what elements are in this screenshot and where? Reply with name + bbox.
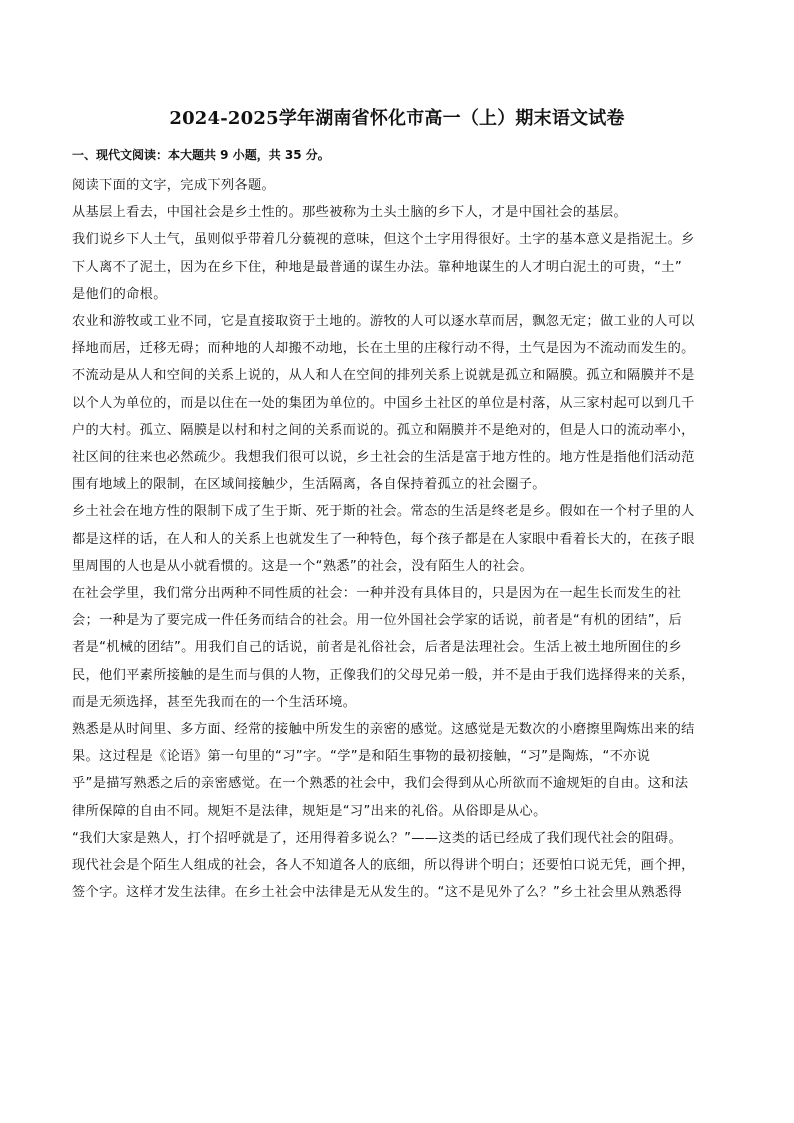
passage-line: 都是这样的话，在人和人的关系上也就发生了一种特色，每个孩子都是在人家眼中看着长大的，在孩子眼 <box>72 531 695 547</box>
passage-line: 阅读下面的文字，完成下列各题。 <box>72 178 276 193</box>
passage-line: 是他们的命根。 <box>72 286 167 302</box>
passage-line: 会；一种是为了要完成一件任务而结合的社会。用一位外国社会学家的话说，前者是“有机的团结”，后 <box>72 613 683 629</box>
passage-line: 从基层上看去，中国社会是乡土性的。那些被称为土头土脑的乡下人，才是中国社会的基层。 <box>72 205 628 221</box>
passage-line: 乡土社会在地方性的限制下成了生于斯、死于斯的社会。常态的生活是终老是乡。假如在一个村子里的人 <box>72 504 695 520</box>
passage-paragraph <box>72 362 727 498</box>
passage-line: 签个字。这样才发生法律。在乡土社会中法律是无从发生的。“这不是见外了么？”乡土社会里从熟悉得 <box>72 885 683 901</box>
passage-line: 围有地域上的限制，在区域间接触少，生活隔离，各自保持着孤立的社会圈子。 <box>72 477 546 493</box>
passage-paragraph <box>72 580 727 716</box>
passage-line: 里周围的人也是从小就看惯的。这是一个“熟悉”的社会，没有陌生人的社会。 <box>72 558 534 574</box>
passage-line: 现代社会是个陌生人组成的社会，各人不知道各人的底细，所以得讲个明白；还要怕口说无凭，画个押， <box>72 858 695 874</box>
passage-line: 择地而居，迁移无碍；而种地的人却搬不动地，长在土里的庄稼行动不得，土气是因为不流动而发生的。 <box>72 341 695 357</box>
reading-passage <box>72 172 727 906</box>
section-heading: 一、现代文阅读：本大题共 9 小题，共 35 分。 <box>72 148 330 162</box>
passage-paragraph <box>72 199 727 226</box>
passage-line: 熟悉是从时间里、多方面、经常的接触中所发生的亲密的感觉。这感觉是无数次的小磨擦里陶炼出来的结 <box>72 722 695 738</box>
passage-line: 在社会学里，我们常分出两种不同性质的社会：一种并没有具体目的，只是因为在一起生长而发生的社 <box>72 586 682 602</box>
passage-line: 乎”是描写熟悉之后的亲密感觉。在一个熟悉的社会中，我们会得到从心所欲而不逾规矩的自由。这和法 <box>72 776 689 792</box>
passage-paragraph <box>72 308 727 362</box>
passage-line: 我们说乡下人土气，虽则似乎带着几分藐视的意味，但这个土字用得很好。土字的基本意义是指泥土。乡 <box>72 232 695 248</box>
passage-line: 民，他们平素所接触的是生而与俱的人物，正像我们的父母兄弟一般，并不是由于我们选择得来的关系， <box>72 667 695 683</box>
passage-line: 不流动是从人和空间的关系上说的，从人和人在空间的排列关系上说就是孤立和隔膜。孤立和隔膜并不是 <box>72 368 695 384</box>
passage-line: 者是“机械的团结”。用我们自己的话说，前者是礼俗社会，后者是法理社会。生活上被土地所囿住的乡 <box>72 640 683 656</box>
passage-line: 以个人为单位的，而是以住在一处的集团为单位的。中国乡土社区的单位是村落，从三家村起可以到几千 <box>72 395 695 411</box>
passage-paragraph <box>72 825 727 907</box>
passage-line: 果。这过程是《论语》第一句里的“习”字。“学”是和陌生事物的最初接触，“习”是陶炼，“不亦说 <box>72 749 651 765</box>
passage-line: 下人离不了泥土，因为在乡下住，种地是最普通的谋生办法。靠种地谋生的人才明白泥土的可贵，“土” <box>72 259 683 275</box>
passage-line: 而是无须选择，甚至先我而在的一个生活环境。 <box>72 694 357 710</box>
passage-line: “我们大家是熟人，打个招呼就是了，还用得着多说么？”——这类的话已经成了我们现代社会的阻碍。 <box>72 830 683 846</box>
passage-paragraph <box>72 172 727 199</box>
passage-line: 律所保障的自由不同。规矩不是法律，规矩是“习”出来的礼俗。从俗即是从心。 <box>72 803 547 819</box>
passage-line: 农业和游牧或工业不同，它是直接取资于土地的。游牧的人可以逐水草而居，飘忽无定；做工业的人可以 <box>72 314 695 330</box>
passage-line: 社区间的往来也必然疏少。我想我们很可以说，乡土社会的生活是富于地方性的。地方性是指他们活动范 <box>72 450 695 466</box>
passage-paragraph <box>72 226 727 308</box>
passage-paragraph <box>72 498 727 580</box>
passage-paragraph <box>72 716 727 825</box>
document-title: 2024-2025学年湖南省怀化市高一（上）期末语文试卷 <box>169 108 625 129</box>
passage-line: 户的大村。孤立、隔膜是以村和村之间的关系而说的。孤立和隔膜并不是绝对的，但是人口的流动率小， <box>72 422 695 438</box>
